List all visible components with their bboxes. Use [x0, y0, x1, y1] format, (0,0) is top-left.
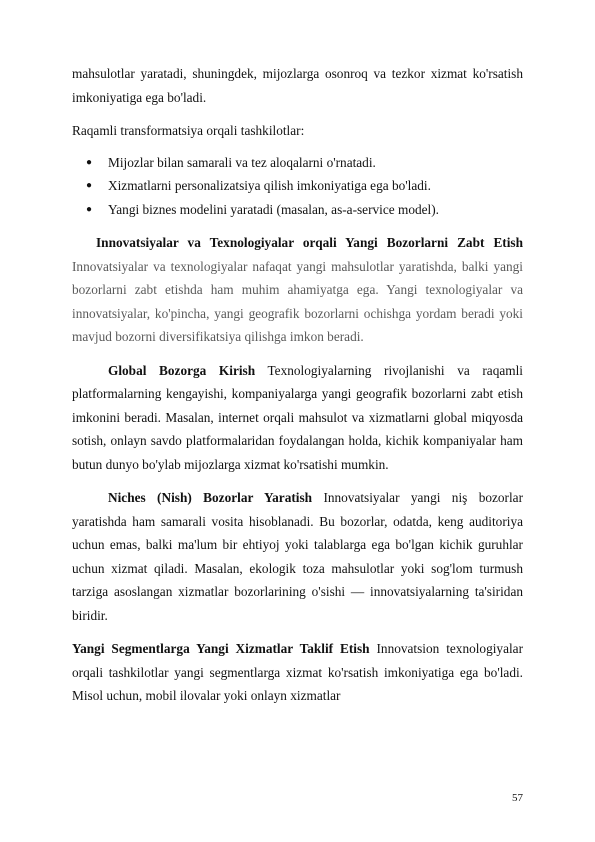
document-body — [72, 62, 523, 708]
section-global-market — [72, 359, 523, 477]
section-heading: Global Bozorga Kirish — [108, 362, 256, 378]
list-item-text: Xizmatlarni personalizatsiya qilish imkoniyatiga ega bo'ladi. — [108, 178, 431, 193]
bullet-icon: ● — [86, 156, 93, 168]
list-item — [72, 198, 523, 222]
page-number: 57 — [512, 792, 523, 804]
section-text: Innovatsiyalar yangi niş bozorlar yaratishda ham samarali vosita hisoblanadi. Bu bozorlar, odatda, keng auditoriya uchun emas, balki ma'lum bir ehtiyoj yoki talablarga ega bo'lgan kichik guruhlar uchun xizmat qiladi. Masalan, ekologik toza mahsulotlar yoki sog'lom turmush tarziga asoslangan xizmatlar bozorlarining o'sishi — innovatsiyalarning ta'siridan biridir. — [72, 490, 523, 623]
section-text: Innovatsion texnologiyalar orqali tashkilotlar yangi segmentlarga xizmat ko'rsatish imkoniyatiga ega bo'ladi. Misol uchun, mobil ilovalar yoki onlayn xizmatlar — [72, 641, 523, 703]
list-item — [72, 174, 523, 198]
list-item-text: Mijozlar bilan samarali va tez aloqalarni o'rnatadi. — [108, 154, 376, 170]
list-item-text: Yangi biznes modelini yaratadi (masalan, as-a-service model). — [108, 201, 439, 217]
section-text: Innovatsiyalar va texnologiyalar nafaqat yangi mahsulotlar yaratishda, balki yangi bozorlarni zabt etishda ham muhim ahamiyatga ega. Yangi texnologiyalar va innovatsiyalar, ko'pincha, yangi geografik bozorlarni ochishga yordam beradi yoki mavjud bozorni diversifikatsiya qilishga imkon beradi. — [72, 258, 523, 344]
section-heading: Niches (Nish) Bozorlar Yaratish — [108, 490, 313, 505]
section-innovations — [72, 231, 523, 349]
bullet-icon: ● — [86, 180, 93, 191]
list-item — [72, 151, 523, 175]
bullet-icon: ● — [86, 203, 93, 215]
section-niche-markets — [72, 486, 523, 627]
section-text: Texnologiyalarning rivojlanishi va raqamli platformalarning kengayishi, kompaniyalarga yangi geografik bozorlarni zabt etish imkonini beradi. Masalan, internet orqali mahsulot va xizmatlarni global miqyosda sotish, onlayn savdo platformalaridan foydalangan holda, kichik kompaniyalar ham butun dunyo bo'ylab mijozlarga xizmat ko'rsatishi mumkin. — [72, 362, 523, 472]
section-heading: Yangi Segmentlarga Yangi Xizmatlar Taklif Etish — [72, 641, 370, 656]
section-new-segments — [72, 637, 523, 708]
bullet-list — [72, 151, 523, 222]
paragraph-continuation: mahsulotlar yaratadi, shuningdek, mijozlarga osonroq va tezkor xizmat ko'rsatish imkoniyatiga ega bo'ladi. — [72, 66, 523, 105]
paragraph-intro: Raqamli transformatsiya orqali tashkilotlar: — [72, 123, 305, 138]
section-heading: Innovatsiyalar va Texnologiyalar orqali Yangi Bozorlarni Zabt Etish — [96, 235, 523, 250]
